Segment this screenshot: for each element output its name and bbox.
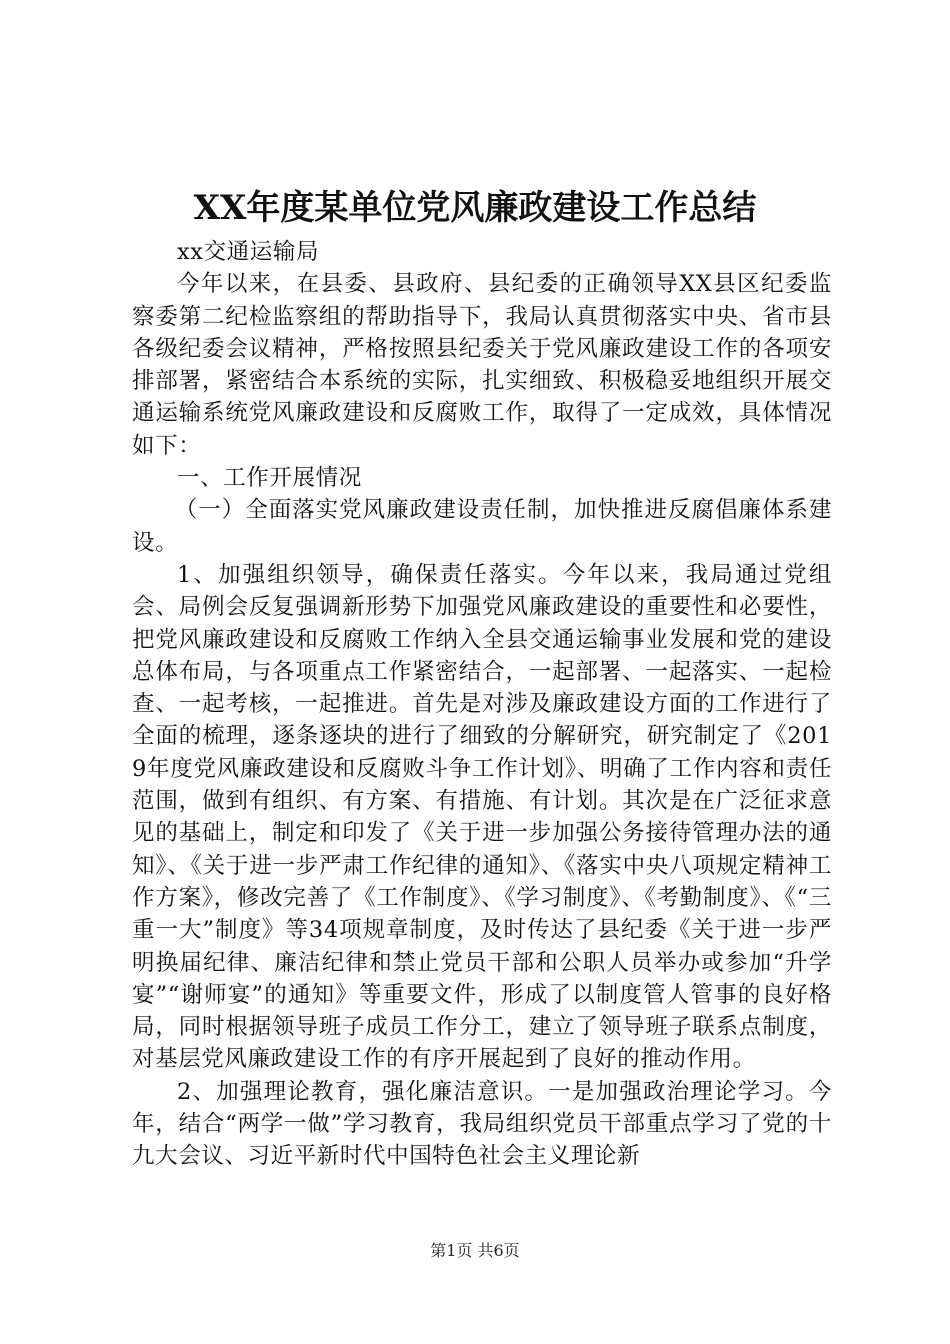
body-paragraph: 2、加强理论教育，强化廉洁意识。一是加强政治理论学习。今年，结合“两学一做”学习教育，我局组织党员干部重点学习了党的十九大会议、习近平新时代中国特色社会主义理论新 bbox=[132, 1078, 832, 1170]
page-footer: 第1页 共6页 bbox=[430, 1241, 520, 1260]
intro-paragraph: 今年以来，在县委、县政府、县纪委的正确领导XX县区纪委监察委第二纪检监察组的帮助指导下，我局认真贯彻落实中央、省市县各级纪委会议精神，严格按照县纪委关于党风廉政建设工作的各项安排部署，紧密结合本系统的实际，扎实细致、积极稳妥地组织开展交通运输系统党风廉政建设和反腐败工作，取得了一定成效，具体情况如下： bbox=[132, 271, 832, 459]
document-title: XX年度某单位党风廉政建设工作总结 bbox=[193, 188, 757, 228]
document-body bbox=[132, 236, 832, 1173]
author-line: xx交通运输局 bbox=[177, 239, 320, 265]
body-paragraph: 1、加强组织领导，确保责任落实。今年以来，我局通过党组会、局例会反复强调新形势下加强党风廉政建设的重要性和必要性，把党风廉政建设和反腐败工作纳入全县交通运输事业发展和党的建设总体布局，与各项重点工作紧密结合，一起部署、一起落实、一起检查、一起考核，一起推进。首先是对涉及廉政建设方面的工作进行了全面的梳理，逐条逐块的进行了细致的分解研究，研究制定了《2019年度党风廉政建设和反腐败斗争工作计划》、明确了工作内容和责任范围，做到有组织、有方案、有措施、有计划。其次是在广泛征求意见的基础上，制定和印发了《关于进一步加强公务接待管理办法的通知》、《关于进一步严肃工作纪律的通知》、《落实中央八项规定精神工作方案》，修改完善了《工作制度》、《学习制度》、《考勤制度》、《“三重一大”制度》等34项规章制度，及时传达了县纪委《关于进一步严明换届纪律、廉洁纪律和禁止党员干部和公职人员举办或参加“升学宴”“谢师宴”的通知》等重要文件，形成了以制度管人管事的良好格局，同时根据领导班子成员工作分工，建立了领导班子联系点制度，对基层党风廉政建设工作的有序开展起到了良好的推动作用。 bbox=[132, 561, 832, 1073]
section-heading: 一、工作开展情况 bbox=[177, 465, 362, 492]
subsection-heading: （一）全面落实党风廉政建设责任制，加快推进反腐倡廉体系建设。 bbox=[132, 497, 832, 556]
